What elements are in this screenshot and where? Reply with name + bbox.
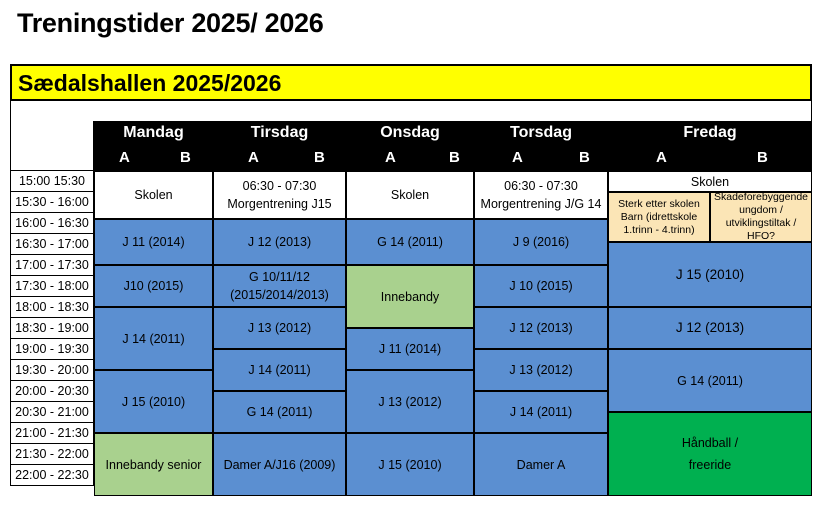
time-slot: 21:00 - 21:30 — [10, 423, 94, 444]
session-cell: J 11 (2014) — [346, 328, 474, 370]
day-header-torsdag — [474, 121, 608, 171]
session-cell: J 12 (2013) — [474, 307, 608, 349]
time-slot: 17:30 - 18:00 — [10, 276, 94, 297]
session-cell: J10 (2015) — [94, 265, 213, 307]
day-name: Onsdag — [380, 124, 440, 141]
session-cell: Damer A — [474, 433, 608, 496]
group-b-label: B — [180, 149, 191, 166]
time-slot: 20:30 - 21:00 — [10, 402, 94, 423]
group-a-label: A — [656, 149, 667, 166]
time-slot: 18:30 - 19:00 — [10, 318, 94, 339]
session-cell — [474, 171, 608, 219]
session-cell: G 14 (2011) — [346, 219, 474, 265]
session-line: Håndball / — [681, 436, 739, 450]
time-slot: 16:30 - 17:00 — [10, 234, 94, 255]
session-cell: Skolen — [94, 171, 213, 219]
session-cell: J 13 (2012) — [474, 349, 608, 391]
session-cell: J 11 (2014) — [94, 219, 213, 265]
session-cell: J 14 (2011) — [213, 349, 346, 391]
session-cell: Innebandy — [346, 265, 474, 328]
session-cell — [213, 265, 346, 307]
day-header-tirsdag — [213, 121, 346, 171]
session-cell: J 13 (2012) — [346, 370, 474, 433]
group-a-label: A — [248, 149, 259, 166]
session-line: G 10/11/12 — [249, 270, 310, 284]
session-cell: J 12 (2013) — [608, 307, 812, 349]
session-cell: J 9 (2016) — [474, 219, 608, 265]
session-line: 06:30 - 07:30 — [242, 179, 317, 193]
session-line: freeride — [688, 458, 732, 472]
session-line: Morgentrening J15 — [227, 197, 332, 211]
time-slot: 15:00 15:30 — [10, 171, 94, 192]
day-header-onsdag — [346, 121, 474, 171]
session-line: (2015/2014/2013) — [230, 288, 329, 302]
group-b-label: B — [579, 149, 590, 166]
session-line: Morgentrening J/G 14 — [480, 197, 602, 211]
session-cell — [213, 171, 346, 219]
day-name: Tirsdag — [250, 124, 309, 141]
schedule-table — [10, 64, 812, 496]
session-cell: J 15 (2010) — [608, 242, 812, 307]
session-cell: Innebandy senior — [94, 433, 213, 496]
session-cell: Damer A/J16 (2009) — [213, 433, 346, 496]
session-cell: Skolen — [346, 171, 474, 219]
session-cell: J 15 (2010) — [346, 433, 474, 496]
group-a-label: A — [119, 149, 130, 166]
session-cell: Skadeforebyggende ungdom / utviklingstiltak / HFO? — [710, 192, 812, 242]
session-cell: J 14 (2011) — [474, 391, 608, 433]
time-slot: 15:30 - 16:00 — [10, 192, 94, 213]
day-name: Torsdag — [510, 124, 572, 141]
time-slot: 20:00 - 20:30 — [10, 381, 94, 402]
time-slot: 16:00 - 16:30 — [10, 213, 94, 234]
day-name: Fredag — [683, 124, 737, 141]
blank-row — [10, 100, 812, 122]
session-cell: J 15 (2010) — [94, 370, 213, 433]
time-slot: 19:00 - 19:30 — [10, 339, 94, 360]
group-b-label: B — [449, 149, 460, 166]
session-cell: Skolen — [608, 171, 812, 192]
day-header-mandag — [94, 121, 213, 171]
page-title: Treningstider 2025/ 2026 — [17, 8, 324, 38]
time-slot: 21:30 - 22:00 — [10, 444, 94, 465]
group-b-label: B — [757, 149, 768, 166]
session-cell: J 14 (2011) — [94, 307, 213, 370]
hall-title: Sædalshallen 2025/2026 — [10, 64, 812, 101]
session-cell — [608, 412, 812, 496]
group-b-label: B — [314, 149, 325, 166]
session-cell: Sterk etter skolen Barn (idrettskole 1.trinn - 4.trinn) — [608, 192, 710, 242]
group-a-label: A — [512, 149, 523, 166]
session-cell: G 14 (2011) — [608, 349, 812, 412]
time-slot: 22:00 - 22:30 — [10, 465, 94, 486]
day-name: Mandag — [123, 124, 184, 141]
session-cell: J 13 (2012) — [213, 307, 346, 349]
session-cell: J 10 (2015) — [474, 265, 608, 307]
corner-cell — [10, 121, 94, 171]
group-a-label: A — [385, 149, 396, 166]
session-cell: J 12 (2013) — [213, 219, 346, 265]
time-slot: 17:00 - 17:30 — [10, 255, 94, 276]
session-line: 06:30 - 07:30 — [504, 179, 578, 193]
time-slot: 19:30 - 20:00 — [10, 360, 94, 381]
day-header-fredag — [608, 121, 812, 171]
session-cell: G 14 (2011) — [213, 391, 346, 433]
time-slot: 18:00 - 18:30 — [10, 297, 94, 318]
